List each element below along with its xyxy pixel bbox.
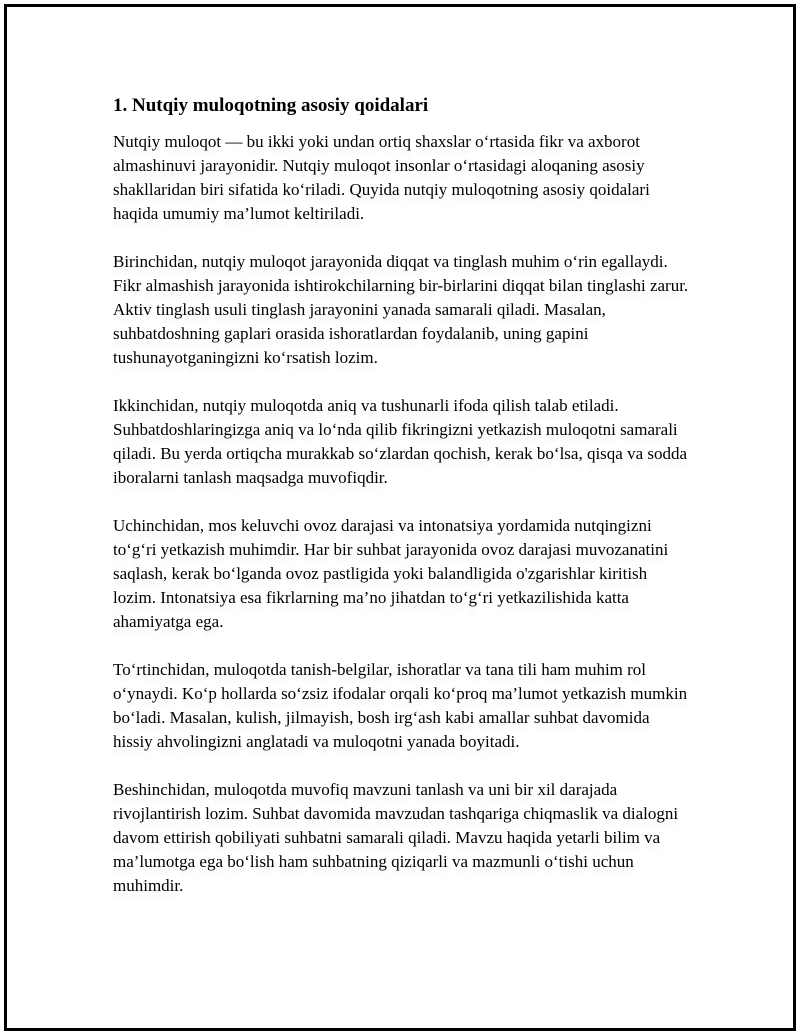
- paragraph-fifth-rule: Beshinchidan, muloqotda muvofiq mavzuni tanlash va uni bir xil darajada rivojlantirish lozim. Suhbat davomida mavzudan tashqariga chiqmaslik va dialogni davom ettirish qobiliyati suhbatni samarali qiladi. Mavzu haqida yetarli bilim va ma’lumotga ega bo‘lish ham suhbatning qiziqarli va mazmunli o‘tishi uchun muhimdir.: [113, 780, 679, 895]
- paragraph-third-rule: Uchinchidan, mos keluvchi ovoz darajasi va intonatsiya yordamida nutqingizni to‘g‘ri yetkazish muhimdir. Har bir suhbat jarayonida ovoz darajasi muvozanatini saqlash, kerak bo‘lganda ovoz pastligida yoki balandligida o'zgarishlar kiritish lozim. Intonatsiya esa fikrlarning ma’no jihatdan to‘g‘ri yetkazilishida katta ahamiyatga ega.: [113, 516, 669, 631]
- paragraph-fourth-rule: To‘rtinchidan, muloqotda tanish-belgilar, ishoratlar va tana tili ham muhim rol o‘ynaydi. Ko‘p hollarda so‘zsiz ifodalar orqali ko‘proq ma’lumot yetkazish mumkin bo‘ladi. Masalan, kulish, jilmayish, bosh irg‘ash kabi amallar suhbat davomida hissiy ahvolingizni anglatadi va muloqotni yanada boyitadi.: [113, 660, 688, 751]
- section-heading: 1. Nutqiy muloqotning asosiy qoidalari: [113, 95, 429, 116]
- paragraph-intro: Nutqiy muloqot — bu ikki yoki undan ortiq shaxslar o‘rtasida fikr va axborot almashinuvi jarayonidir. Nutqiy muloqot insonlar o‘rtasidagi aloqaning asosiy shakllaridan biri sifatida ko‘riladi. Quyida nutqiy muloqotning asosiy qoidalari haqida umumiy ma’lumot keltiriladi.: [113, 132, 650, 223]
- paragraph-second-rule: Ikkinchidan, nutqiy muloqotda aniq va tushunarli ifoda qilish talab etiladi. Suhbatdoshlaringizga aniq va lo‘nda qilib fikringizni yetkazish muloqotni samarali qiladi. Bu yerda ortiqcha murakkab so‘zlardan qochish, kerak bo‘lsa, qisqa va sodda iboralarni tanlash maqsadga muvofiqdir.: [113, 396, 688, 487]
- paragraph-first-rule: Birinchidan, nutqiy muloqot jarayonida diqqat va tinglash muhim o‘rin egallaydi. Fikr almashish jarayonida ishtirokchilarning bir-birlarini diqqat bilan tinglashi zarur. Aktiv tinglash usuli tinglash jarayonini yanada samarali qiladi. Masalan, suhbatdoshning gaplari orasida ishoratlardan foydalanib, uning gapini tushunayotganingizni ko‘rsatish lozim.: [113, 252, 689, 367]
- document-body: [113, 88, 693, 922]
